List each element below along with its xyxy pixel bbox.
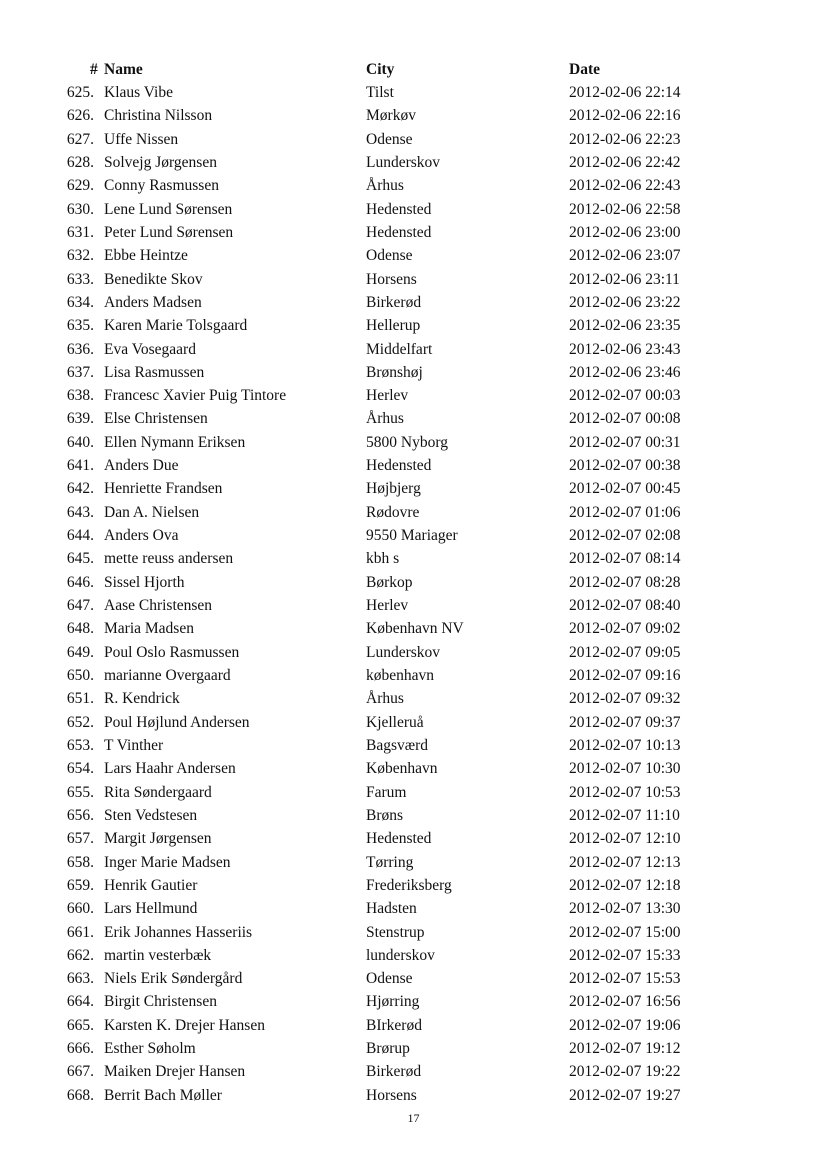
row-name: Klaus Vibe	[104, 84, 173, 101]
table-row	[0, 945, 827, 967]
table-row	[0, 828, 827, 850]
row-city: Hjørring	[366, 993, 420, 1011]
row-city: BIrkerød	[366, 1016, 422, 1034]
table-row	[0, 82, 827, 104]
row-number: 664.	[66, 993, 94, 1011]
row-name: Lars Hellmund	[104, 900, 198, 918]
row-number: 650.	[66, 667, 94, 684]
row-number: 649.	[66, 643, 94, 661]
row-number: 642.	[66, 480, 94, 498]
row-city: Odense	[366, 247, 413, 265]
row-date: 2012-02-07 10:30	[569, 760, 681, 778]
row-number: 635.	[66, 317, 94, 335]
row-number: 632.	[66, 247, 94, 265]
row-date: 2012-02-07 16:56	[569, 993, 681, 1011]
row-name: Inger Marie Madsen	[104, 853, 231, 871]
row-name: Else Christensen	[104, 410, 208, 428]
row-date: 2012-02-07 09:32	[569, 690, 681, 708]
table-row	[0, 478, 827, 500]
row-date: 2012-02-06 23:46	[569, 363, 681, 381]
row-name: Margit Jørgensen	[104, 830, 212, 848]
row-city: Brønshøj	[366, 363, 423, 381]
row-date: 2012-02-07 08:14	[569, 550, 681, 568]
row-city: Århus	[366, 177, 404, 195]
table-row	[0, 618, 827, 640]
row-date: 2012-02-07 08:40	[569, 597, 681, 615]
row-city: Hedensted	[366, 200, 432, 218]
row-number: 656.	[66, 806, 94, 824]
row-date: 2012-02-07 12:10	[569, 830, 681, 848]
row-number: 648.	[66, 620, 94, 638]
row-number: 651.	[66, 690, 94, 708]
table-row	[0, 455, 827, 477]
row-name: Ebbe Heintze	[104, 247, 188, 265]
row-date: 2012-02-07 00:38	[569, 457, 681, 475]
row-city: lunderskov	[366, 946, 435, 964]
row-date: 2012-02-06 22:23	[569, 130, 681, 148]
row-date: 2012-02-06 23:00	[569, 223, 681, 241]
row-name: marianne Overgaard	[104, 667, 231, 684]
row-name: Anders Madsen	[104, 293, 202, 311]
row-city: Børkop	[366, 573, 413, 591]
row-number: 668.	[66, 1086, 94, 1104]
row-number: 631.	[66, 223, 94, 241]
row-number: 666.	[66, 1040, 94, 1058]
row-date: 2012-02-07 19:06	[569, 1016, 681, 1034]
row-number: 652.	[66, 713, 94, 731]
row-date: 2012-02-07 08:28	[569, 573, 681, 591]
row-date: 2012-02-06 22:42	[569, 153, 681, 171]
row-city: Brøns	[366, 806, 404, 824]
row-name: Ellen Nymann Eriksen	[104, 433, 246, 451]
table-row	[0, 735, 827, 757]
row-name: Rita Søndergaard	[104, 783, 212, 801]
table-row	[0, 292, 827, 314]
row-number: 663.	[66, 970, 94, 988]
row-date: 2012-02-06 22:14	[569, 84, 681, 101]
table-row	[0, 922, 827, 944]
row-name: Anders Due	[104, 457, 179, 475]
row-city: Mørkøv	[366, 107, 416, 125]
table-row	[0, 245, 827, 267]
row-date: 2012-02-07 19:12	[569, 1040, 681, 1058]
row-city: Bagsværd	[366, 736, 428, 754]
table-row	[0, 805, 827, 827]
row-city: Tilst	[366, 84, 394, 101]
row-name: Esther Søholm	[104, 1040, 196, 1058]
row-city: Horsens	[366, 270, 417, 288]
row-number: 659.	[66, 876, 94, 894]
table-row	[0, 782, 827, 804]
table-row	[0, 339, 827, 361]
row-date: 2012-02-07 19:27	[569, 1086, 681, 1104]
row-city: Hellerup	[366, 317, 421, 335]
row-city: 5800 Nyborg	[366, 433, 448, 451]
row-date: 2012-02-07 15:53	[569, 970, 681, 988]
row-number: 634.	[66, 293, 94, 311]
row-number: 655.	[66, 783, 94, 801]
row-date: 2012-02-07 09:37	[569, 713, 681, 731]
table-row	[0, 642, 827, 664]
table-header	[0, 59, 827, 81]
row-date: 2012-02-06 23:07	[569, 247, 681, 265]
row-date: 2012-02-06 23:43	[569, 340, 681, 358]
row-name: Anders Ova	[104, 527, 179, 545]
row-name: Maria Madsen	[104, 620, 194, 638]
row-number: 653.	[66, 736, 94, 754]
row-city: Højbjerg	[366, 480, 421, 498]
row-name: Karen Marie Tolsgaard	[104, 317, 248, 335]
row-name: Poul Oslo Rasmussen	[104, 643, 240, 661]
table-row	[0, 875, 827, 897]
table-row	[0, 362, 827, 384]
table-row	[0, 385, 827, 407]
row-number: 661.	[66, 923, 94, 941]
row-date: 2012-02-07 12:18	[569, 876, 681, 894]
table-row	[0, 152, 827, 174]
header-date: Date	[569, 61, 600, 78]
row-name: martin vesterbæk	[104, 946, 212, 964]
row-number: 647.	[66, 597, 94, 615]
row-city: Odense	[366, 970, 413, 988]
row-city: Stenstrup	[366, 923, 425, 941]
row-name: Eva Vosegaard	[104, 340, 196, 358]
row-number: 633.	[66, 270, 94, 288]
row-date: 2012-02-07 00:03	[569, 387, 681, 405]
row-name: Henriette Frandsen	[104, 480, 223, 498]
row-name: Lisa Rasmussen	[104, 363, 205, 381]
row-number: 630.	[66, 200, 94, 218]
table-row	[0, 1015, 827, 1037]
table-row	[0, 222, 827, 244]
row-date: 2012-02-07 10:53	[569, 783, 681, 801]
row-name: Lars Haahr Andersen	[104, 760, 236, 778]
row-number: 641.	[66, 457, 94, 475]
row-date: 2012-02-07 11:10	[569, 806, 680, 824]
table-row	[0, 502, 827, 524]
row-date: 2012-02-07 00:45	[569, 480, 681, 498]
row-number: 638.	[66, 387, 94, 405]
table-row	[0, 665, 827, 687]
row-number: 660.	[66, 900, 94, 918]
row-city: Herlev	[366, 387, 409, 405]
row-name: Benedikte Skov	[104, 270, 203, 288]
row-number: 639.	[66, 410, 94, 428]
row-name: Solvejg Jørgensen	[104, 153, 217, 171]
table-row	[0, 269, 827, 291]
row-city: Lunderskov	[366, 643, 441, 661]
row-name: Francesc Xavier Puig Tintore	[104, 387, 287, 405]
row-city: københavn	[366, 667, 435, 684]
row-date: 2012-02-07 15:00	[569, 923, 681, 941]
table-row	[0, 688, 827, 710]
row-date: 2012-02-07 19:22	[569, 1063, 681, 1081]
row-city: Tørring	[366, 853, 414, 871]
row-number: 626.	[66, 107, 94, 125]
row-city: Birkerød	[366, 293, 422, 311]
row-city: Horsens	[366, 1086, 417, 1104]
row-city: Brørup	[366, 1040, 410, 1058]
row-name: Berrit Bach Møller	[104, 1086, 222, 1104]
row-date: 2012-02-07 15:33	[569, 946, 681, 964]
table-row	[0, 105, 827, 127]
row-name: Peter Lund Sørensen	[104, 223, 234, 241]
table-row	[0, 129, 827, 151]
row-date: 2012-02-06 22:58	[569, 200, 681, 218]
row-date: 2012-02-06 22:16	[569, 107, 681, 125]
row-date: 2012-02-07 00:31	[569, 433, 681, 451]
table-row	[0, 1085, 827, 1107]
row-name: Maiken Drejer Hansen	[104, 1063, 246, 1081]
row-city: København	[366, 760, 438, 778]
table-row	[0, 199, 827, 221]
row-city: Kjelleruå	[366, 713, 424, 731]
row-name: Sten Vedstesen	[104, 806, 198, 824]
row-city: Hadsten	[366, 900, 417, 918]
row-number: 636.	[66, 340, 94, 358]
header-city: City	[366, 61, 395, 78]
row-name: Uffe Nissen	[104, 130, 179, 148]
table-row	[0, 968, 827, 990]
row-date: 2012-02-07 01:06	[569, 503, 681, 521]
table-row	[0, 572, 827, 594]
table-row	[0, 175, 827, 197]
row-number: 640.	[66, 433, 94, 451]
table-row	[0, 991, 827, 1013]
page-number: 17	[407, 1111, 420, 1125]
header-number: #	[90, 61, 98, 78]
row-city: København NV	[366, 620, 464, 638]
table-row	[0, 758, 827, 780]
row-city: Hedensted	[366, 457, 432, 475]
table-row	[0, 1061, 827, 1083]
row-city: Rødovre	[366, 503, 420, 521]
row-number: 627.	[66, 130, 94, 148]
row-city: 9550 Mariager	[366, 527, 458, 545]
row-number: 644.	[66, 527, 94, 545]
row-number: 637.	[66, 363, 94, 381]
table-row	[0, 1038, 827, 1060]
table-row	[0, 898, 827, 920]
row-city: Odense	[366, 130, 413, 148]
table-row	[0, 595, 827, 617]
row-name: Sissel Hjorth	[104, 573, 185, 591]
row-number: 645.	[66, 550, 94, 568]
row-date: 2012-02-06 23:11	[569, 270, 680, 288]
row-date: 2012-02-07 02:08	[569, 527, 681, 545]
row-name: Birgit Christensen	[104, 993, 217, 1011]
row-date: 2012-02-07 12:13	[569, 853, 681, 871]
header-name: Name	[104, 61, 143, 78]
row-number: 625.	[66, 84, 94, 101]
table-row	[0, 408, 827, 430]
row-city: kbh s	[366, 550, 400, 568]
row-name: Poul Højlund Andersen	[104, 713, 250, 731]
row-date: 2012-02-07 09:05	[569, 643, 681, 661]
row-date: 2012-02-07 13:30	[569, 900, 681, 918]
table-row	[0, 548, 827, 570]
row-city: Birkerød	[366, 1063, 422, 1081]
row-number: 629.	[66, 177, 94, 195]
row-city: Århus	[366, 410, 404, 428]
row-name: Karsten K. Drejer Hansen	[104, 1016, 265, 1034]
row-name: T Vinther	[104, 736, 164, 754]
row-date: 2012-02-07 10:13	[569, 736, 681, 754]
row-name: Lene Lund Sørensen	[104, 200, 233, 218]
table-row	[0, 315, 827, 337]
row-date: 2012-02-07 00:08	[569, 410, 681, 428]
row-date: 2012-02-07 09:16	[569, 667, 681, 684]
row-date: 2012-02-06 22:43	[569, 177, 681, 195]
row-name: Niels Erik Søndergård	[104, 970, 243, 988]
table-row	[0, 852, 827, 874]
row-number: 667.	[66, 1063, 94, 1081]
row-city: Hedensted	[366, 830, 432, 848]
table-row	[0, 712, 827, 734]
row-number: 646.	[66, 573, 94, 591]
row-date: 2012-02-07 09:02	[569, 620, 681, 638]
row-number: 654.	[66, 760, 94, 778]
row-city: Middelfart	[366, 340, 433, 358]
row-city: Herlev	[366, 597, 409, 615]
row-number: 658.	[66, 853, 94, 871]
row-number: 662.	[66, 946, 94, 964]
row-number: 665.	[66, 1016, 94, 1034]
row-number: 643.	[66, 503, 94, 521]
row-name: Conny Rasmussen	[104, 177, 219, 195]
row-name: R. Kendrick	[104, 690, 180, 708]
row-city: Lunderskov	[366, 153, 441, 171]
row-name: Erik Johannes Hasseriis	[104, 923, 253, 941]
row-name: Aase Christensen	[104, 597, 213, 615]
row-number: 657.	[66, 830, 94, 848]
row-number: 628.	[66, 153, 94, 171]
row-name: Christina Nilsson	[104, 107, 213, 125]
row-date: 2012-02-06 23:22	[569, 293, 681, 311]
row-city: Frederiksberg	[366, 876, 452, 894]
row-city: Århus	[366, 690, 404, 708]
row-name: mette reuss andersen	[104, 550, 234, 568]
row-city: Hedensted	[366, 223, 432, 241]
row-name: Henrik Gautier	[104, 876, 198, 894]
row-city: Farum	[366, 783, 407, 801]
table-row	[0, 432, 827, 454]
row-date: 2012-02-06 23:35	[569, 317, 681, 335]
table-row	[0, 525, 827, 547]
row-name: Dan A. Nielsen	[104, 503, 200, 521]
